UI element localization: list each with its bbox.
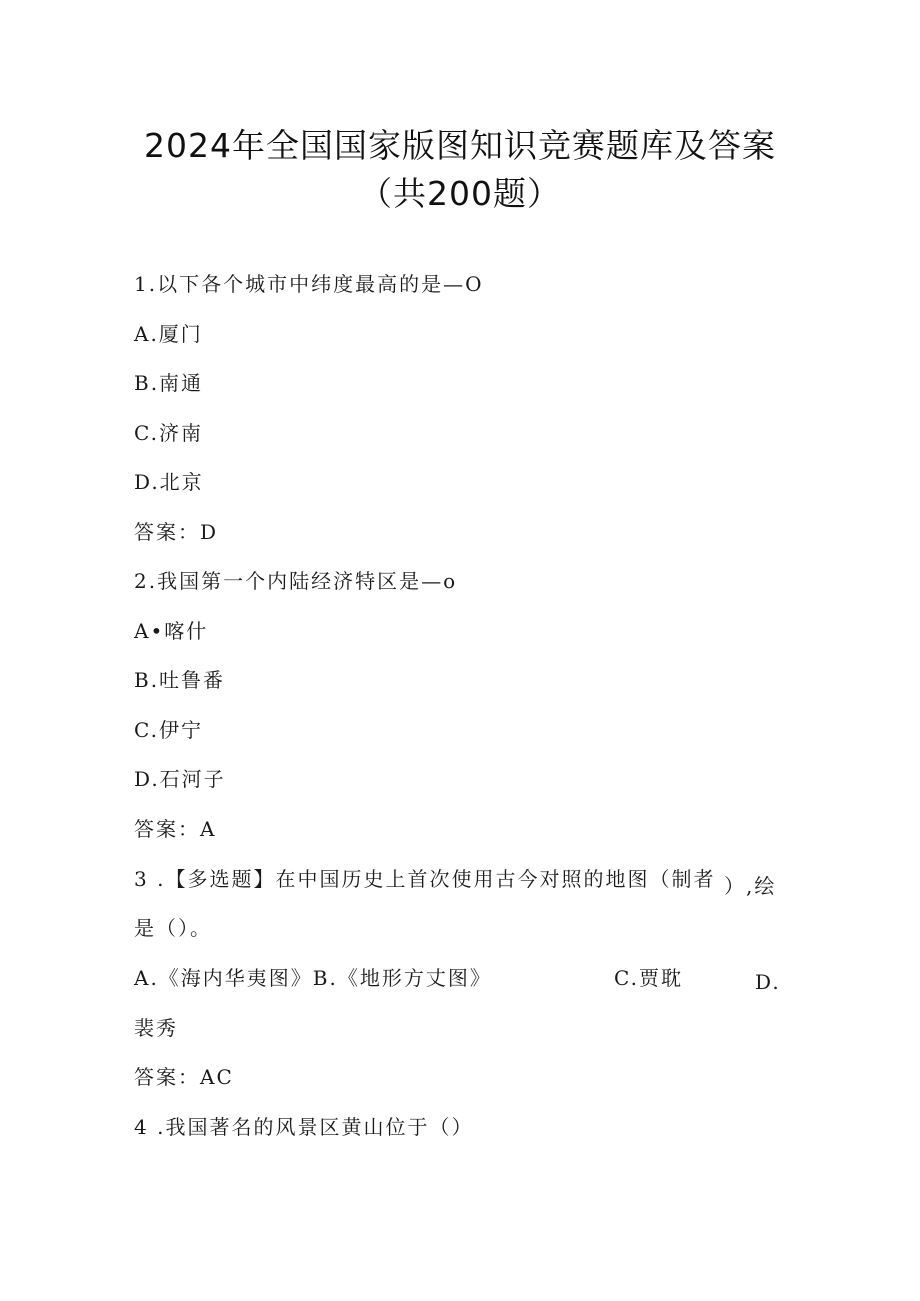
question-2-option-d: D.石河子: [134, 767, 226, 791]
question-2-stem: 2.我国第一个内陆经济特区是—o: [134, 569, 458, 593]
page-title-line-1: 2024年全国国家版图知识竞赛题库及答案: [144, 126, 776, 165]
question-3-option-d-letter: D.: [755, 970, 781, 994]
question-3-options-a-b: A.《海内华夷图》B.《地形方丈图》: [134, 966, 492, 990]
question-1-option-a: A.厦门: [134, 322, 203, 346]
page-title-line-2: （共200题）: [359, 174, 561, 213]
question-3-answer: 答案：AC: [134, 1065, 234, 1089]
question-3-stem: 3 .【多选题】在中国历史上首次使用古今对照的地图（制者: [134, 867, 716, 891]
question-3-stem-tail: ）,绘: [724, 874, 777, 898]
question-3-option-c: C.贾耽: [614, 966, 683, 990]
question-3-stem-continued: 是（）。: [134, 916, 212, 940]
question-1-option-d: D.北京: [134, 470, 204, 494]
question-4-stem: 4 .我国著名的风景区黄山位于（）: [134, 1115, 474, 1139]
question-2-option-c: C.伊宁: [134, 718, 203, 742]
question-3-option-d: 裴秀: [134, 1016, 178, 1040]
question-1-stem: 1.以下各个城市中纬度最高的是—O: [134, 272, 484, 296]
question-2-option-a: A•喀什: [134, 619, 209, 643]
question-1-option-b: B.南通: [134, 371, 204, 395]
question-1-option-c: C.济南: [134, 421, 203, 445]
question-1-answer: 答案：D: [134, 520, 219, 544]
question-2-answer: 答案：A: [134, 817, 217, 841]
question-2-option-b: B.吐鲁番: [134, 668, 226, 692]
